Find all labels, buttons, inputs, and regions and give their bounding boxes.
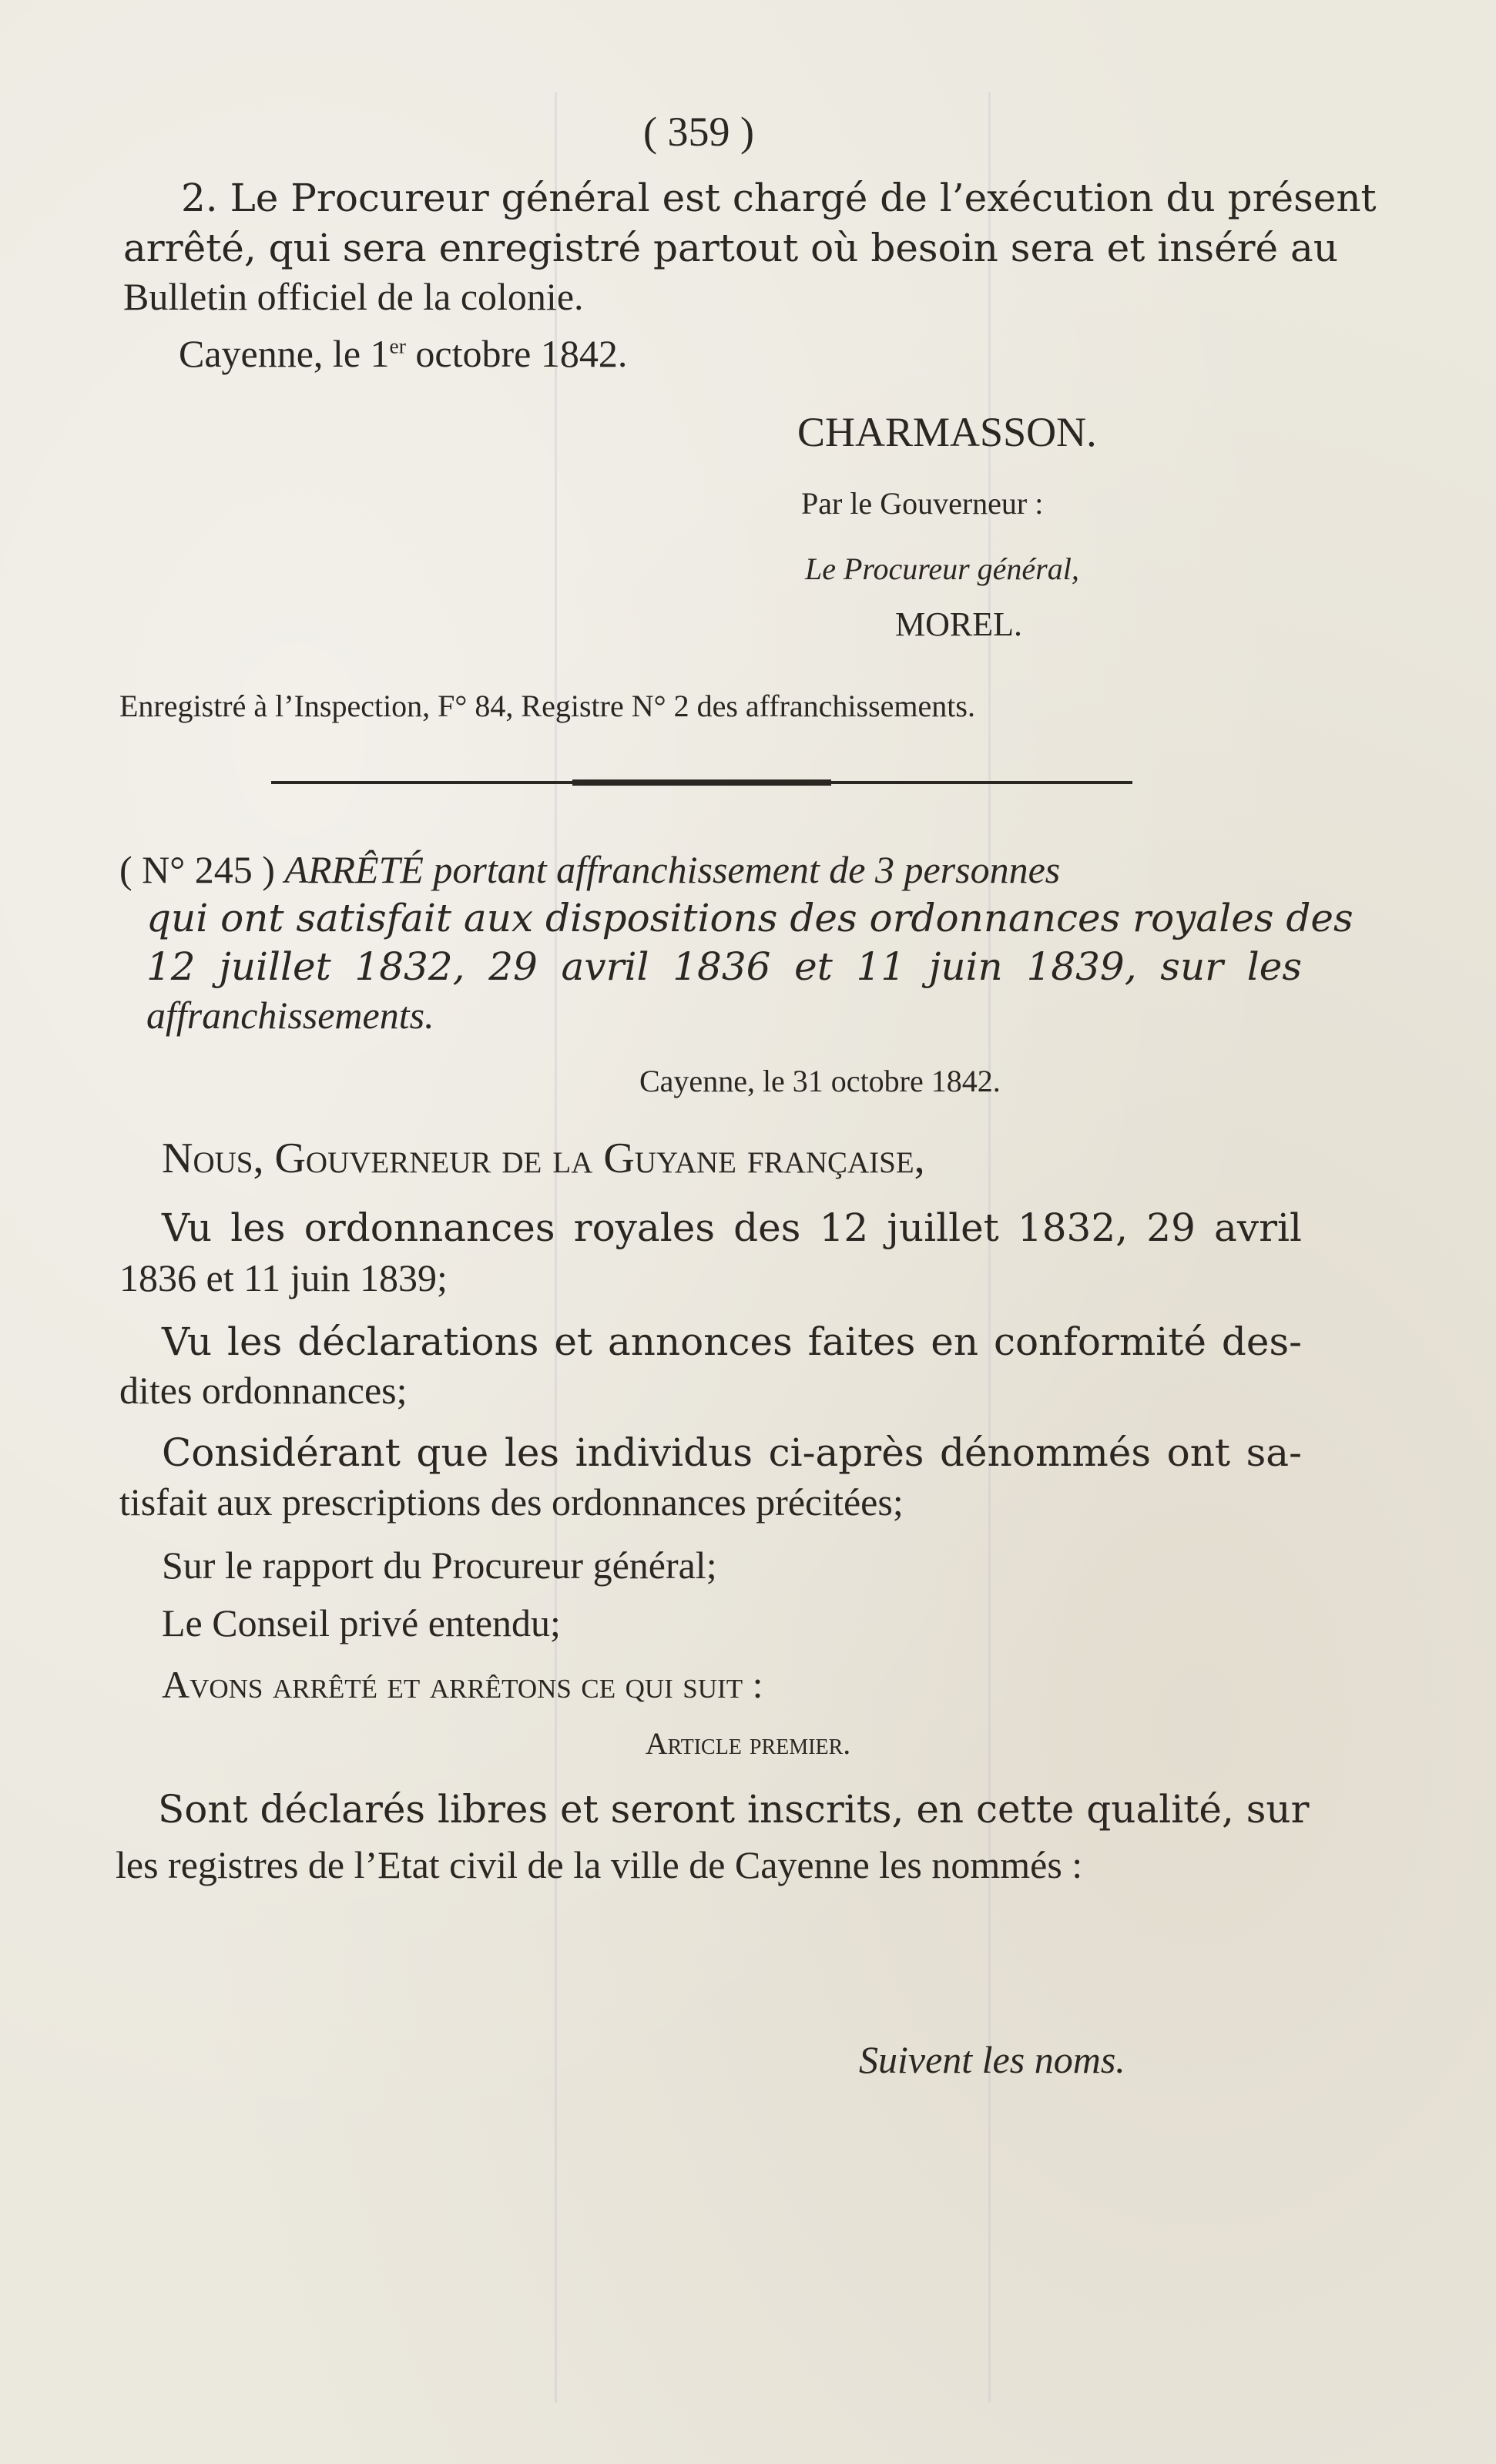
avons-arrete: Avons arrêté et arrêtons ce qui suit : (162, 1663, 763, 1706)
registration-note: Enregistré à l’Inspection, F° 84, Registre N° 2 des affranchissements. (119, 689, 975, 723)
arrete-title-line-3: 12 juillet 1832, 29 avril 1836 et 11 juin 1839, sur les (146, 944, 1302, 989)
vu-declarations-line-2: dites ordonnances; (119, 1369, 408, 1412)
considerant-line-1: Considérant que les individus ci-après dénommés ont sa- (162, 1430, 1302, 1475)
prev-date (179, 331, 627, 376)
arrete-title-line-2: qui ont satisfait aux dispositions des ordonnances royales des (146, 896, 1353, 940)
signature-charmasson: CHARMASSON. (797, 409, 1097, 455)
arrete-nous-gouverneur: Nous, Gouverneur de la Guyane française, (162, 1135, 925, 1182)
sont-declares-line-1: Sont déclarés libres et seront inscrits, en cette qualité, sur (158, 1787, 1310, 1832)
arrete-number: ( N° 245 ) (119, 848, 275, 891)
signature-morel: MOREL. (895, 605, 1022, 643)
vu-ordonnances-line-1: Vu les ordonnances royales des 12 juillet 1832, 29 avril (162, 1205, 1302, 1250)
section-divider (271, 781, 1132, 784)
prev-date-sup: er (389, 334, 406, 358)
signature-role: Le Procureur général, (805, 551, 1079, 586)
article-premier-heading: Article premier. (645, 1726, 851, 1761)
arrete-title-start: ARRÊTÉ portant affranchissement de 3 personnes (284, 848, 1061, 891)
prev-date-prefix: Cayenne, le 1 (179, 332, 390, 375)
prev-date-suffix: octobre 1842. (405, 332, 628, 375)
sont-declares-line-2: les registres de l’Etat civil de la ville de Cayenne les nommés : (116, 1843, 1083, 1886)
prev-article-2-line-1: 2. Le Procureur général est chargé de l’exécution du présent (181, 176, 1377, 220)
arrete-title-line-1 (119, 847, 1060, 892)
considerant-line-2: tisfait aux prescriptions des ordonnances précitées; (119, 1480, 904, 1524)
prev-article-2-line-2: arrêté, qui sera enregistré partout où besoin sera et inséré au (123, 226, 1339, 270)
conseil-prive: Le Conseil privé entendu; (162, 1601, 561, 1644)
suivent-les-noms: Suivent les noms. (859, 2038, 1125, 2081)
vu-ordonnances-line-2: 1836 et 11 juin 1839; (119, 1256, 448, 1299)
sur-le-rapport: Sur le rapport du Procureur général; (162, 1544, 717, 1587)
arrete-title-line-4: affranchissements. (146, 994, 434, 1037)
prev-article-2-line-3: Bulletin officiel de la colonie. (123, 275, 584, 318)
arrete-date: Cayenne, le 31 octobre 1842. (639, 1064, 1001, 1098)
page-number: ( 359 ) (643, 109, 754, 155)
vu-declarations-line-1: Vu les déclarations et annonces faites en conformité des- (162, 1319, 1302, 1364)
signature-by-governor: Par le Gouverneur : (801, 486, 1044, 521)
